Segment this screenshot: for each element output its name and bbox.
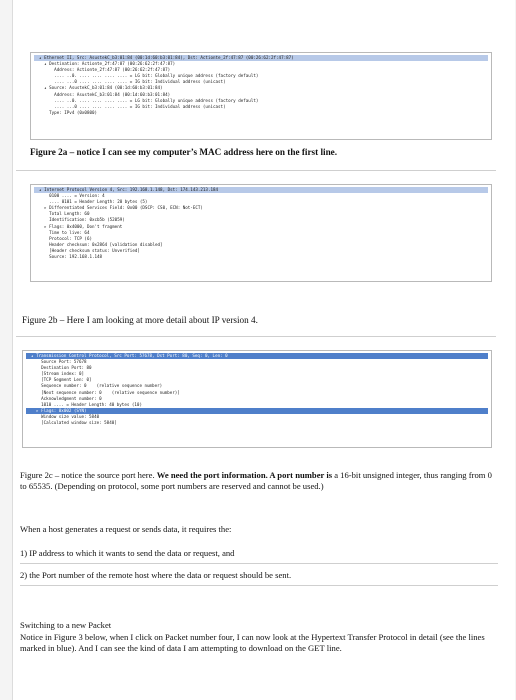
tcp-line[interactable]: [TCP Segment Len: 0]: [26, 377, 92, 383]
frame-line[interactable]: Address: AsustekC_b3:01:84 (00:1d:60:b3:01:84): [34, 91, 171, 97]
tcp-line[interactable]: ▸ Flags: 0x002 (SYN): [26, 408, 488, 414]
paragraph-host-request: When a host generates a request or sends data, it requires the:: [20, 524, 232, 534]
frame-line[interactable]: ▴ Source: AsustekC_b3:01:84 (00:1d:60:b3:01:84): [34, 85, 163, 91]
frame-line[interactable]: ▴ Destination: Actionte_2f:47:87 (00:26:62:2f:47:87): [34, 61, 176, 67]
ip-line[interactable]: Protocol: TCP (6): [34, 235, 92, 241]
tcp-line[interactable]: Source Port: 57678: [26, 359, 87, 365]
tcp-line[interactable]: [Next sequence number: 0 (relative sequence number)]: [26, 389, 180, 395]
figure-2c-screenshot: [22, 350, 492, 448]
divider: [16, 336, 496, 337]
tcp-line[interactable]: Acknowledgment number: 0: [26, 395, 102, 401]
ip-line[interactable]: ▸ Differentiated Services Field: 0x00 (DSCP: CS0, ECN: Not-ECT): [34, 205, 203, 211]
figure-2b-caption: Figure 2b – Here I am looking at more detail about IP version 4.: [22, 315, 258, 325]
caption-emphasis: We need the port information. A port number is: [156, 470, 333, 480]
caption-rest: a 16-bit unsigned integer, thus ranging from 0 to 65535. (Depending on protocol, some port numbers are reserved and cannot be used.): [20, 470, 492, 492]
figure-2a-screenshot: [30, 52, 492, 140]
ip-line[interactable]: Header checksum: 0x2864 [validation disabled]: [34, 241, 163, 247]
ip-line[interactable]: Identification: 0xcb5b (52059): [34, 217, 125, 223]
ip-line[interactable]: ▸ Flags: 0x4000, Don't fragment: [34, 223, 123, 229]
ip-line[interactable]: Total Length: 60: [34, 211, 90, 217]
frame-line[interactable]: .... ..0. .... .... .... .... = LG bit: Globally unique address (factory default): [34, 97, 259, 103]
tcp-line[interactable]: Destination Port: 80: [26, 365, 92, 371]
ip-line[interactable]: Time to live: 64: [34, 229, 90, 235]
frame-line[interactable]: .... ..0. .... .... .... .... = LG bit: Globally unique address (factory default): [34, 73, 259, 79]
figure-2a-caption: Figure 2a – notice I can see my computer’s MAC address here on the first line.: [30, 147, 338, 157]
figure-2b-screenshot: [30, 184, 492, 282]
ip-line[interactable]: [Header checksum status: Unverified]: [34, 247, 140, 253]
ip-line[interactable]: ▴ Internet Protocol Version 4, Src: 192.168.1.148, Dst: 174.143.213.184: [34, 187, 488, 193]
ip-line[interactable]: 0100 .... = Version: 4: [34, 193, 105, 199]
caption-label: Figure 2c – notice the source port here.: [20, 470, 157, 480]
frame-line[interactable]: Type: IPv4 (0x0800): [34, 109, 98, 115]
tcp-line[interactable]: [Calculated window size: 5840]: [26, 420, 117, 426]
frame-line[interactable]: .... ...0 .... .... .... .... = IG bit: Individual address (unicast): [34, 79, 226, 85]
section-body: Notice in Figure 3 below, when I click on Packet number four, I can now look at the Hypertext Transfer Protocol in detail (see the lines marked in blue). And I can see the kind of data I am attempting to download on the GET line.: [20, 632, 485, 654]
tcp-line[interactable]: ▴ Transmission Control Protocol, Src Port: 57678, Dst Port: 80, Seq: 0, Len: 0: [26, 353, 488, 359]
section-heading: Switching to a new Packet: [20, 620, 112, 630]
tcp-line[interactable]: [Stream index: 0]: [26, 371, 84, 377]
paragraph-ip-address: 1) IP address to which it wants to send the data or request, and: [20, 548, 498, 564]
frame-line[interactable]: Address: Actionte_2f:47:87 (00:26:62:2f:47:87): [34, 67, 171, 73]
frame-line[interactable]: ▴ Ethernet II, Src: AsustekC_b3:01:84 (00:1d:60:b3:01:84), Dst: Actionte_2f:47:87 (00:26:62:2f:47:87): [34, 55, 488, 61]
ip-line[interactable]: Source: 192.168.1.148: [34, 254, 103, 260]
tcp-line[interactable]: Sequence number: 0 (relative sequence number): [26, 383, 163, 389]
frame-line[interactable]: .... ...0 .... .... .... .... = IG bit: Individual address (unicast): [34, 103, 226, 109]
ip-line[interactable]: .... 0101 = Header Length: 20 bytes (5): [34, 199, 148, 205]
tcp-line[interactable]: 1010 .... = Header Length: 40 bytes (10): [26, 401, 142, 407]
figure-2c-caption: [20, 470, 498, 493]
paragraph-port-number: 2) the Port number of the remote host where the data or request should be sent.: [20, 570, 498, 586]
tcp-line[interactable]: Window size value: 5840: [26, 413, 100, 419]
divider: [16, 170, 496, 171]
